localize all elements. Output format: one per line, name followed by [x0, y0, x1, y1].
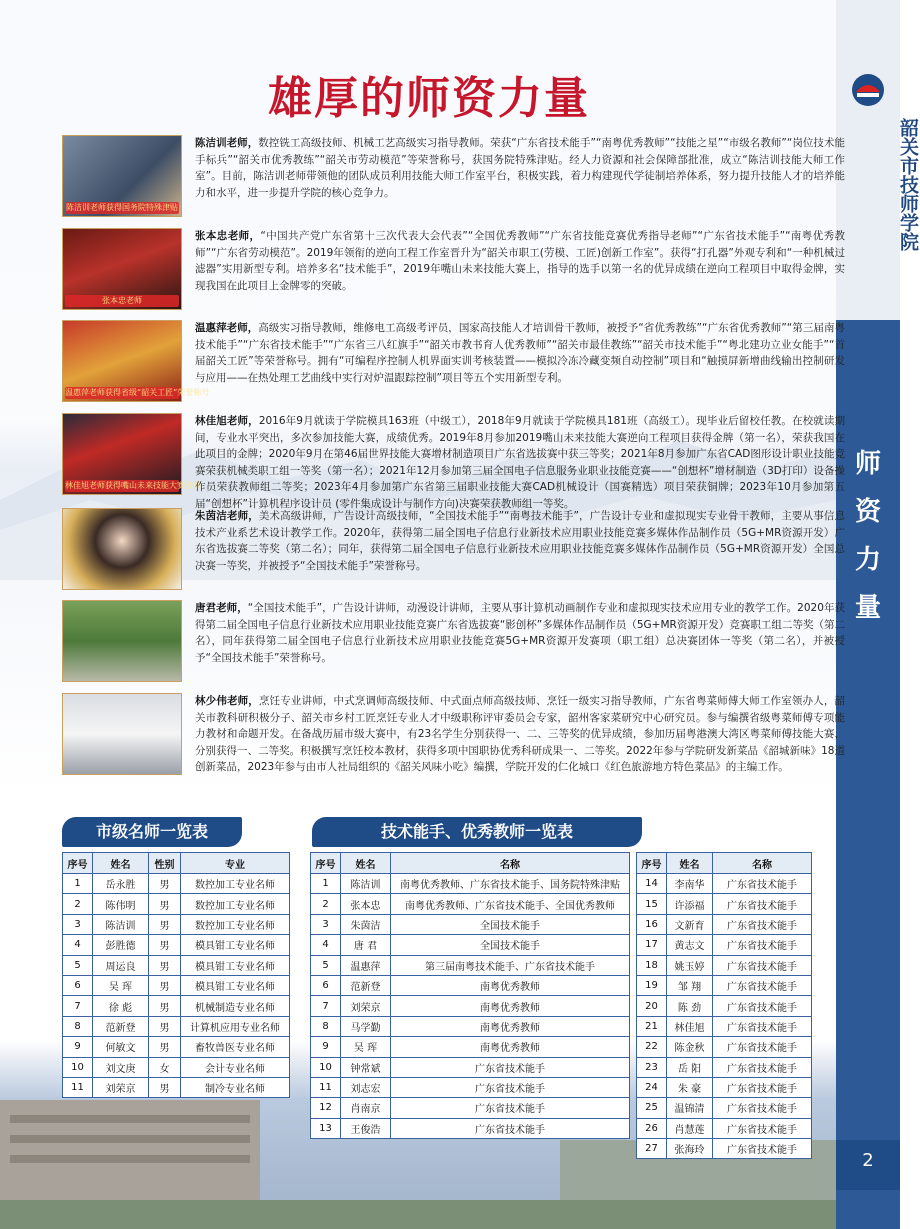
table-cell: 南粤优秀教师、广东省技术能手、国务院特殊津贴 — [391, 874, 630, 894]
table-row — [637, 1057, 812, 1077]
table-cell: 18 — [637, 955, 667, 975]
table-cell: 5 — [311, 955, 341, 975]
table-row — [311, 1118, 630, 1138]
table-cell: 9 — [63, 1037, 93, 1057]
table-row — [63, 955, 290, 975]
table-cell: 男 — [149, 874, 181, 894]
teacher-text: 高级实习指导教师，维修电工高级考评员，国家高技能人才培训骨干教师，被授予“省优秀教练”“广东省优秀教师”“第三届南粤技术能手”“广东省技术能手”“广东省三八红旗手”“韶关市教书育人优秀教师”“韶关市最佳教练”“韶关市技术能手”“粤北建功立业女能手”“首届韶关工匠”等荣誉称号。拥有“可编程序控制人机界面实训考核装置——模拟冷冻冷藏变频自动控制”项目和“触摸屏新增曲线输出控制研发与应用——在热处理工艺曲线中实行对炉温跟踪控制”项目等五个实用新型专利。 — [195, 322, 845, 384]
table-row — [637, 955, 812, 975]
teacher-photo — [62, 320, 210, 402]
table-row — [637, 1037, 812, 1057]
honors-table-right — [636, 852, 812, 1159]
table-cell: 6 — [311, 975, 341, 995]
table-cell: 男 — [149, 955, 181, 975]
teacher-name: 张本忠老师， — [195, 230, 261, 242]
table-cell: 李南华 — [667, 874, 713, 894]
table-cell: 8 — [63, 1016, 93, 1036]
table-cell: 朱茵洁 — [341, 914, 391, 934]
table-row — [637, 894, 812, 914]
table-cell: 何敏文 — [93, 1037, 149, 1057]
table-row — [311, 874, 630, 894]
section-char: 力 — [854, 545, 881, 575]
sidebar — [836, 0, 919, 1229]
table-cell: 广东省技术能手 — [391, 1098, 630, 1118]
table-cell: 畜牧兽医专业名师 — [181, 1037, 290, 1057]
table-header: 性别 — [149, 853, 181, 874]
table-cell: 会计专业名师 — [181, 1057, 290, 1077]
table-header: 姓名 — [93, 853, 149, 874]
table-cell: 文新育 — [667, 914, 713, 934]
teacher-name: 唐君老师， — [195, 602, 248, 614]
table-cell: 周运良 — [93, 955, 149, 975]
table-row — [311, 975, 630, 995]
honors-table-left — [310, 852, 630, 1139]
table-cell: 17 — [637, 935, 667, 955]
teacher-photo — [62, 135, 182, 217]
photo-caption: 张本忠老师 — [65, 295, 179, 307]
table-cell: 10 — [63, 1057, 93, 1077]
table-cell: 13 — [311, 1118, 341, 1138]
table-cell: 数控加工专业名师 — [181, 874, 290, 894]
teacher-text: 数控铣工高级技师、机械工艺高级实习指导教师。荣获“广东省技术能手”“南粤优秀教师”“技能之星”“市级名教师”“岗位技术能手标兵”“韶关市优秀教练”“韶关市劳动模范”等荣誉称号，获国务院特殊津贴。经人力资源和社会保障部批准，成立“陈洁训技能大师工作室”。目前，陈洁训老师带领他的团队成员利用技能大师工作室平台，积极实践，着力构建现代学徒制培养体系，努力提升技能人才的培养能力和水平，进一步提升学院的核心竞争力。 — [195, 137, 845, 199]
table-cell: 广东省技术能手 — [713, 894, 812, 914]
table-cell: 陈金秋 — [667, 1037, 713, 1057]
table-header: 名称 — [391, 853, 630, 874]
table-cell: 2 — [311, 894, 341, 914]
famous-teachers-table — [62, 852, 290, 1098]
table-cell: 南粤优秀教师 — [391, 996, 630, 1016]
table-cell: 广东省技术能手 — [713, 874, 812, 894]
teacher-photo — [62, 508, 182, 590]
table-cell: 6 — [63, 975, 93, 995]
table-row — [311, 996, 630, 1016]
teacher-photo — [62, 228, 182, 310]
table-row — [63, 1057, 290, 1077]
table-cell: 张本忠 — [341, 894, 391, 914]
table-cell: 广东省技术能手 — [713, 1057, 812, 1077]
teacher-name: 陈洁训老师， — [195, 137, 259, 149]
table-cell: 12 — [311, 1098, 341, 1118]
table-cell: 广东省技术能手 — [713, 955, 812, 975]
table-cell: 广东省技术能手 — [391, 1077, 630, 1097]
table-cell: 男 — [149, 1016, 181, 1036]
table-cell: 岳永胜 — [93, 874, 149, 894]
table-cell: 广东省技术能手 — [713, 914, 812, 934]
table-cell: 肖慧莲 — [667, 1118, 713, 1138]
table-cell: 1 — [311, 874, 341, 894]
table-cell: 南粤优秀教师 — [391, 1037, 630, 1057]
table-cell: 4 — [63, 935, 93, 955]
table-cell: 南粤优秀教师 — [391, 975, 630, 995]
table-cell: 男 — [149, 1037, 181, 1057]
teacher-photo — [62, 413, 201, 495]
table-header: 姓名 — [341, 853, 391, 874]
table-cell: 数控加工专业名师 — [181, 894, 290, 914]
table-cell: 唐 君 — [341, 935, 391, 955]
table-cell: 2 — [63, 894, 93, 914]
table-row — [637, 996, 812, 1016]
table-cell: 25 — [637, 1098, 667, 1118]
table-row — [637, 975, 812, 995]
table-cell: 广东省技术能手 — [391, 1057, 630, 1077]
table-header-row — [311, 853, 630, 874]
table-cell: 范新登 — [93, 1016, 149, 1036]
table-row — [63, 1016, 290, 1036]
table-row — [637, 874, 812, 894]
table-cell: 王俊浩 — [341, 1118, 391, 1138]
table-cell: 27 — [637, 1139, 667, 1159]
table-row — [63, 894, 290, 914]
table-cell: 5 — [63, 955, 93, 975]
section-title — [844, 440, 892, 632]
teacher-name: 朱茵洁老师， — [195, 510, 259, 522]
table-cell: 8 — [311, 1016, 341, 1036]
table-cell: 广东省技术能手 — [713, 996, 812, 1016]
table-row — [637, 914, 812, 934]
table-header: 序号 — [311, 853, 341, 874]
table-row — [637, 1139, 812, 1159]
table-cell: 朱 豪 — [667, 1077, 713, 1097]
table-row — [637, 935, 812, 955]
table-cell: 16 — [637, 914, 667, 934]
table-cell: 刘荣京 — [93, 1077, 149, 1097]
teacher-text: “全国技术能手”，广告设计讲师，动漫设计讲师，主要从事计算机动画制作专业和虚拟现实技术应用专业的教学工作。2020年获得第二届全国电子信息行业新技术应用职业技能竞赛广东省选拔赛“影创杯”多媒体作品制作员（5G+MR资源开发）竞赛职工组二等奖（第二名），同年获得第二届全国电子信息行业新技术应用职业技能竞赛5G+MR资源开发赛项（职工组）总决赛团体一等奖（第二名），并被授予“全国技术能手”荣誉称号。 — [195, 602, 846, 664]
table-row — [63, 914, 290, 934]
teacher-description — [195, 600, 845, 666]
table-row — [311, 894, 630, 914]
table-row — [311, 1098, 630, 1118]
table-cell: 11 — [63, 1077, 93, 1097]
table-cell: 温锦清 — [667, 1098, 713, 1118]
teacher-text: 烹饪专业讲师，中式烹调师高级技师、中式面点师高级技师、烹饪一级实习指导教师，广东省粤菜师傅大师工作室领办人，韶关市教科研积极分子、韶关市乡村工匠烹饪专业人才中级职称评审委员会专家，韶州客家菜研究中心研究员。参与编撰省级粤菜师傅专项能力教材和命题开发。在备战历届市级大赛中，有23名学生分别获得一、二、三等奖的优异成绩，参加历届粤港澳大湾区粤菜师傅技能大赛，分别获得一、二等奖。积极撰写烹饪校本教材，获得多项中国职协优秀科研成果一、二等奖。2022年参与学院研发新菜品《韶城新味》18道创新菜品，2023年参与由市人社局组织的《韶关风味小吃》编撰，学院开发的仁化城口《红色旅游地方特色菜品》的主编工作。 — [195, 695, 846, 773]
section-char: 资 — [854, 497, 881, 527]
table-cell: 15 — [637, 894, 667, 914]
table2-title: 技术能手、优秀教师一览表 — [312, 817, 642, 847]
table-row — [311, 1037, 630, 1057]
table-header: 序号 — [63, 853, 93, 874]
table-cell: 广东省技术能手 — [713, 1077, 812, 1097]
table-cell: 广东省技术能手 — [713, 935, 812, 955]
table-cell: 男 — [149, 894, 181, 914]
table-cell: 7 — [311, 996, 341, 1016]
table-header: 专业 — [181, 853, 290, 874]
teacher-name: 温惠萍老师， — [195, 322, 259, 334]
table-cell: 数控加工专业名师 — [181, 914, 290, 934]
table-cell: 7 — [63, 996, 93, 1016]
table-cell: 广东省技术能手 — [713, 1118, 812, 1138]
table-row — [637, 1077, 812, 1097]
table-cell: 计算机应用专业名师 — [181, 1016, 290, 1036]
table-row — [63, 996, 290, 1016]
table-cell: 1 — [63, 874, 93, 894]
table-cell: 陈 劲 — [667, 996, 713, 1016]
table-cell: 19 — [637, 975, 667, 995]
table-cell: 女 — [149, 1057, 181, 1077]
school-logo-icon — [848, 70, 888, 110]
teacher-description — [195, 135, 845, 201]
table-cell: 男 — [149, 914, 181, 934]
table-cell: 9 — [311, 1037, 341, 1057]
teacher-description — [195, 508, 845, 574]
teacher-photo — [62, 600, 182, 682]
table-cell: 广东省技术能手 — [713, 1098, 812, 1118]
teacher-text: 美术高级讲师，广告设计高级技师，“全国技术能手”“南粤技术能手”，广告设计专业和虚拟现实专业骨干教师，主要从事信息技术产业系艺术设计教学工作。2020年，获得第二届全国电子信息行业新技术应用职业技能竞赛多媒体作品制作员（5G+MR资源开发）广东省选拔赛二等奖（第二名）；同年，获得第二届全国电子信息行业新技术应用职业技能竞赛多媒体作品制作员（5G+MR资源开发）全国总决赛一等奖，并被授予“全国技术能手”荣誉称号。 — [195, 510, 845, 572]
table-cell: 20 — [637, 996, 667, 1016]
table-cell: 24 — [637, 1077, 667, 1097]
table-cell: 徐 彪 — [93, 996, 149, 1016]
table-cell: 陈伟明 — [93, 894, 149, 914]
table-cell: 4 — [311, 935, 341, 955]
table-header-row — [637, 853, 812, 874]
table-row — [637, 1118, 812, 1138]
table-cell: 22 — [637, 1037, 667, 1057]
table-cell: 全国技术能手 — [391, 914, 630, 934]
table-cell: 全国技术能手 — [391, 935, 630, 955]
table-cell: 模具钳工专业名师 — [181, 975, 290, 995]
teacher-description — [195, 228, 845, 294]
table-cell: 刘志宏 — [341, 1077, 391, 1097]
table-cell: 姚玉婷 — [667, 955, 713, 975]
table-cell: 男 — [149, 996, 181, 1016]
table-cell: 林佳旭 — [667, 1016, 713, 1036]
table-row — [311, 935, 630, 955]
table-cell: 制冷专业名师 — [181, 1077, 290, 1097]
photo-caption: 林佳旭老师获得嘴山未来技能大赛金牌 — [65, 481, 201, 490]
table-header-row — [63, 853, 290, 874]
table-row — [63, 1077, 290, 1097]
table-cell: 11 — [311, 1077, 341, 1097]
table-cell: 模具钳工专业名师 — [181, 955, 290, 975]
teacher-name: 林少伟老师， — [195, 695, 259, 707]
table1-title: 市级名师一览表 — [62, 817, 242, 847]
page-title: 雄厚的师资力量 — [268, 73, 590, 124]
table-cell: 吴 珲 — [341, 1037, 391, 1057]
table-cell: 岳 阳 — [667, 1057, 713, 1077]
table-cell: 刘文庚 — [93, 1057, 149, 1077]
table-cell: 黄志文 — [667, 935, 713, 955]
table-cell: 广东省技术能手 — [713, 1139, 812, 1159]
table-cell: 陈洁训 — [93, 914, 149, 934]
table-cell: 刘荣京 — [341, 996, 391, 1016]
table-cell: 21 — [637, 1016, 667, 1036]
table-cell: 南粤优秀教师、广东省技术能手、全国优秀教师 — [391, 894, 630, 914]
table-cell: 男 — [149, 1077, 181, 1097]
school-name: 韶关市技师学院 — [897, 118, 919, 251]
table-cell: 3 — [311, 914, 341, 934]
table-row — [63, 1037, 290, 1057]
table-row — [63, 975, 290, 995]
table-cell: 10 — [311, 1057, 341, 1077]
table-cell: 26 — [637, 1118, 667, 1138]
table-cell: 马学勤 — [341, 1016, 391, 1036]
photo-caption: 陈洁训老师获得国务院特殊津贴 — [66, 203, 178, 212]
table-row — [311, 1016, 630, 1036]
table-cell: 肖南京 — [341, 1098, 391, 1118]
teacher-description — [195, 320, 845, 386]
table-cell: 张海玲 — [667, 1139, 713, 1159]
teacher-text: 2016年9月就读于学院模具163班（中级工），2018年9月就读于学院模具181班（高级工）。现毕业后留校任教。在校就读期间，专业水平突出，多次参加技能大赛，成绩优秀。2019年8月参加2019嘴山未来技能大赛逆向工程项目获得金牌（第一名），荣获我国在此项目的金牌；2020年9月在第46届世界技能大赛增材制造项目广东省选拔赛中获三等奖；2021年8月参加广东省CAD图形设计职业技能竞赛荣获机械类职工组一等奖（第一名）；2021年12月参加第三届全国电子信息服务业职业技能竞赛——“创想杯”增材制造（3D打印）设备操作员荣获教师组二等奖；2023年4月参加第广东省第三届职业技能大赛CAD机械设计（国赛精选）项目荣获铜牌；2023年10月参加第五届“创想杯”计算机程序设计员 (零件集成设计与制作方向)决赛荣获教师组一等奖。 — [195, 415, 846, 510]
section-char: 师 — [854, 449, 881, 479]
table-header: 姓名 — [667, 853, 713, 874]
table-cell: 范新登 — [341, 975, 391, 995]
table-cell: 男 — [149, 935, 181, 955]
teacher-name: 林佳旭老师， — [195, 415, 259, 427]
table-cell: 彭胜德 — [93, 935, 149, 955]
table-row — [311, 1077, 630, 1097]
table-row — [63, 874, 290, 894]
table-row — [311, 1057, 630, 1077]
table-row — [63, 935, 290, 955]
table-cell: 温惠萍 — [341, 955, 391, 975]
table-row — [637, 1098, 812, 1118]
table-cell: 广东省技术能手 — [713, 1037, 812, 1057]
table-cell: 机械制造专业名师 — [181, 996, 290, 1016]
table-cell: 23 — [637, 1057, 667, 1077]
table-cell: 钟常斌 — [341, 1057, 391, 1077]
table-cell: 南粤优秀教师 — [391, 1016, 630, 1036]
page-number: 2 — [862, 1150, 874, 1171]
table-cell: 邹 翔 — [667, 975, 713, 995]
table-cell: 许添福 — [667, 894, 713, 914]
table-row — [637, 1016, 812, 1036]
table-cell: 模具钳工专业名师 — [181, 935, 290, 955]
teacher-description — [195, 413, 845, 512]
table-cell: 陈洁训 — [341, 874, 391, 894]
table-header: 序号 — [637, 853, 667, 874]
table-row — [311, 955, 630, 975]
table-cell: 广东省技术能手 — [713, 975, 812, 995]
table2-right-body — [637, 874, 812, 1159]
table-cell: 3 — [63, 914, 93, 934]
table-cell: 广东省技术能手 — [713, 1016, 812, 1036]
teacher-description — [195, 693, 845, 776]
table-cell: 男 — [149, 975, 181, 995]
table1-body — [63, 874, 290, 1098]
table-header: 名称 — [713, 853, 812, 874]
teacher-photo — [62, 693, 182, 775]
table-cell: 吴 珲 — [93, 975, 149, 995]
table-row — [311, 914, 630, 934]
table-cell: 广东省技术能手 — [391, 1118, 630, 1138]
table-cell: 14 — [637, 874, 667, 894]
table-cell: 第三届南粤技术能手、广东省技术能手 — [391, 955, 630, 975]
photo-caption: 温惠萍老师获得省级“韶关工匠”荣誉称号 — [65, 388, 210, 397]
teacher-text: “中国共产党广东省第十三次代表大会代表”“全国优秀教师”“广东省技能竞赛优秀指导老师”“广东省技术能手”“南粤优秀教师”“广东省劳动模范”。2019年领衔的逆向工程工作室晋升为“韶关市职工(劳模、工匠)创新工作室”。获得“打孔器”外观专利和“一种机械过滤器”实用新型专利。培养多名“技术能手”，2019年嘴山未来技能大赛上，指导的选手以第一名的优异成绩在逆向工程项目中取得金牌，实现我国在此项目上金牌零的突破。 — [195, 230, 845, 292]
table2-left-body — [311, 874, 630, 1139]
section-char: 量 — [854, 593, 881, 623]
